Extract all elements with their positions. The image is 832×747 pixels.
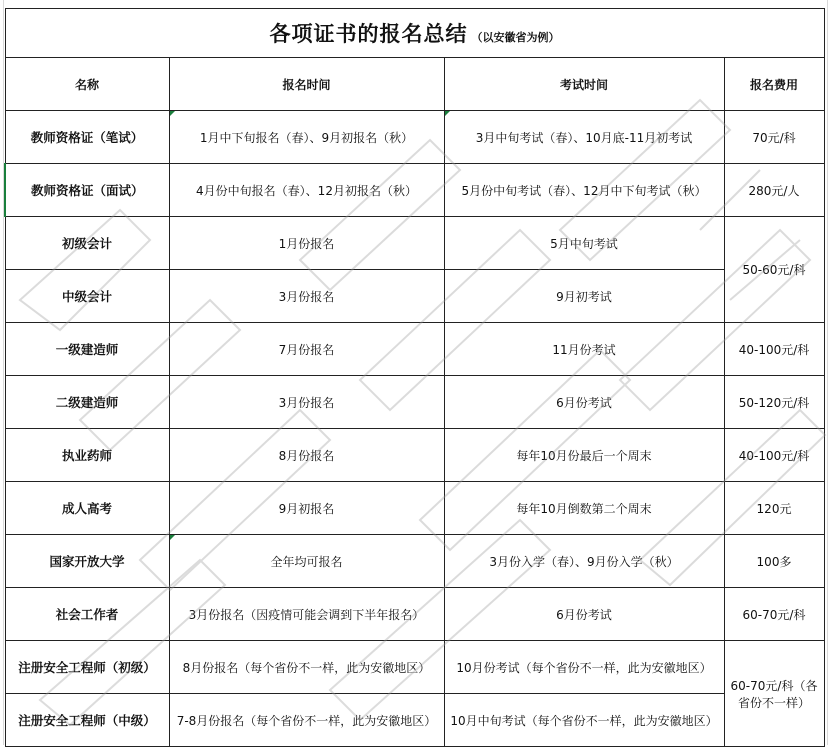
exam-time[interactable]: 3月份入学（春）、9月份入学（秋） <box>444 535 724 588</box>
table-title <box>5 9 824 58</box>
table-row <box>5 270 824 323</box>
signup-time[interactable]: 4月份中旬报名（春）、12月初报名（秋） <box>169 164 444 217</box>
exam-time[interactable]: 3月中旬考试（春）、10月底-11月初考试 <box>444 111 724 164</box>
fee[interactable]: 100多 <box>724 535 824 588</box>
cert-name[interactable]: 二级建造师 <box>5 376 169 429</box>
exam-time[interactable]: 6月份考试 <box>444 588 724 641</box>
fee[interactable]: 50-120元/科 <box>724 376 824 429</box>
cert-name[interactable]: 注册安全工程师（初级） <box>5 641 169 694</box>
signup-time[interactable]: 3月份报名 <box>169 376 444 429</box>
signup-time[interactable]: 7-8月份报名（每个省份不一样，此为安徽地区） <box>169 694 444 747</box>
table-row <box>5 588 824 641</box>
table-row <box>5 694 824 747</box>
table-row <box>5 217 824 270</box>
table-row <box>5 482 824 535</box>
header-row <box>5 58 824 111</box>
exam-time[interactable]: 10月中旬考试（每个省份不一样，此为安徽地区） <box>444 694 724 747</box>
table-row <box>5 164 824 217</box>
fee[interactable]: 50-60元/科 <box>724 217 824 323</box>
cert-name[interactable]: 初级会计 <box>5 217 169 270</box>
table-row <box>5 323 824 376</box>
cert-name[interactable]: 执业药师 <box>5 429 169 482</box>
cert-name[interactable]: 教师资格证（笔试） <box>5 111 169 164</box>
title-sub: （以安徽省为例） <box>471 31 560 44</box>
fee[interactable]: 70元/科 <box>724 111 824 164</box>
exam-time[interactable]: 每年10月倒数第二个周末 <box>444 482 724 535</box>
cert-name[interactable]: 注册安全工程师（中级） <box>5 694 169 747</box>
cert-name[interactable]: 国家开放大学 <box>5 535 169 588</box>
exam-time[interactable]: 10月份考试（每个省份不一样，此为安徽地区） <box>444 641 724 694</box>
title-main: 各项证书的报名总结 <box>269 22 468 46</box>
exam-time[interactable]: 9月初考试 <box>444 270 724 323</box>
cert-name[interactable]: 中级会计 <box>5 270 169 323</box>
fee[interactable]: 280元/人 <box>724 164 824 217</box>
cert-name[interactable]: 成人高考 <box>5 482 169 535</box>
cert-name[interactable]: 一级建造师 <box>5 323 169 376</box>
fee[interactable]: 120元 <box>724 482 824 535</box>
fee[interactable]: 40-100元/科 <box>724 429 824 482</box>
signup-time[interactable]: 9月初报名 <box>169 482 444 535</box>
signup-time[interactable]: 3月份报名（因疫情可能会调到下半年报名） <box>169 588 444 641</box>
header-signup-time[interactable]: 报名时间 <box>169 58 444 111</box>
table-row <box>5 535 824 588</box>
exam-time[interactable]: 6月份考试 <box>444 376 724 429</box>
exam-time[interactable]: 5月中旬考试 <box>444 217 724 270</box>
header-name[interactable]: 名称 <box>5 58 169 111</box>
header-exam-time[interactable]: 考试时间 <box>444 58 724 111</box>
signup-time[interactable]: 8月份报名（每个省份不一样，此为安徽地区） <box>169 641 444 694</box>
exam-time[interactable]: 5月份中旬考试（春）、12月中下旬考试（秋） <box>444 164 724 217</box>
signup-time[interactable]: 1月份报名 <box>169 217 444 270</box>
table-row <box>5 641 824 694</box>
signup-time[interactable]: 7月份报名 <box>169 323 444 376</box>
table-row <box>5 111 824 164</box>
cert-name[interactable]: 社会工作者 <box>5 588 169 641</box>
signup-time[interactable]: 8月份报名 <box>169 429 444 482</box>
fee[interactable]: 60-70元/科 <box>724 588 824 641</box>
fee[interactable]: 60-70元/科（各省份不一样） <box>724 641 824 747</box>
exam-time[interactable]: 每年10月份最后一个周末 <box>444 429 724 482</box>
table-row <box>5 376 824 429</box>
signup-time[interactable]: 全年均可报名 <box>169 535 444 588</box>
fee[interactable]: 40-100元/科 <box>724 323 824 376</box>
signup-time[interactable]: 3月份报名 <box>169 270 444 323</box>
signup-time[interactable]: 1月中下旬报名（春）、9月初报名（秋） <box>169 111 444 164</box>
header-fee[interactable]: 报名费用 <box>724 58 824 111</box>
certificate-summary-table <box>4 8 825 747</box>
sheet-gridline <box>827 0 828 745</box>
exam-time[interactable]: 11月份考试 <box>444 323 724 376</box>
table-row <box>5 429 824 482</box>
cert-name[interactable]: 教师资格证（面试） <box>5 164 169 217</box>
